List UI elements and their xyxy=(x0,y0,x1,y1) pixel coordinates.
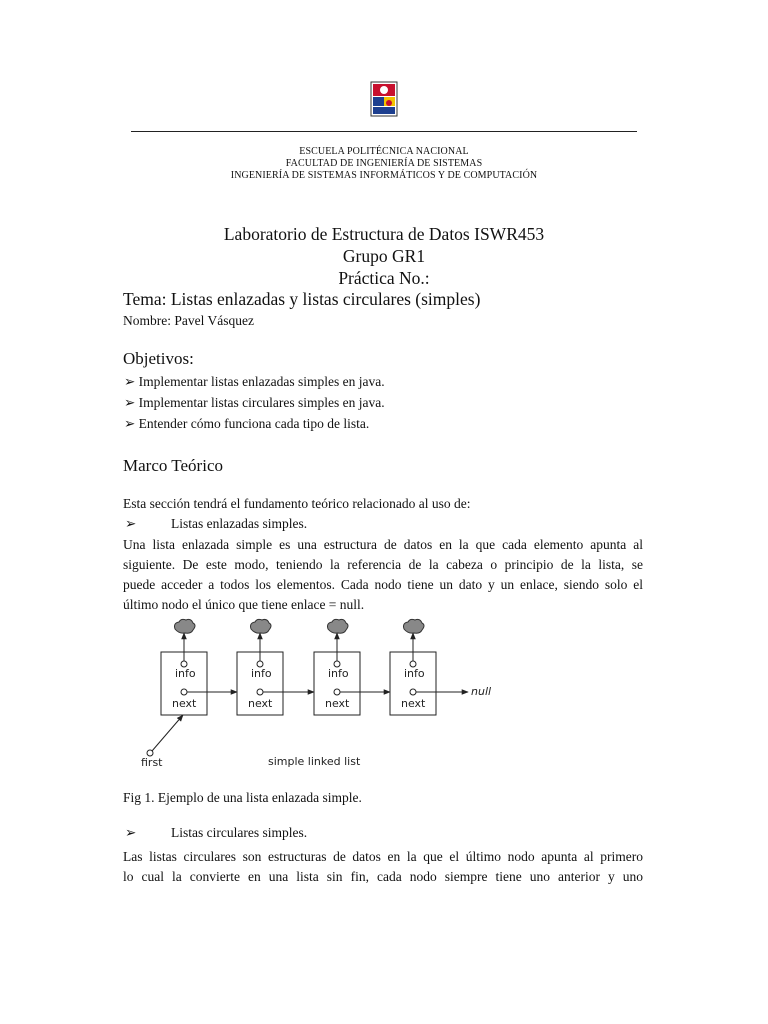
objective-item: ➢ Implementar listas circulares simples en java. xyxy=(124,395,385,410)
node-next-label: next xyxy=(248,697,273,710)
node-info-label: info xyxy=(328,667,349,680)
student-name: Nombre: Pavel Vásquez xyxy=(123,313,254,328)
data-cloud-icon xyxy=(404,619,425,633)
data-cloud-icon xyxy=(328,619,349,633)
circular-list-paragraph xyxy=(123,847,643,887)
first-pointer-arrow xyxy=(152,715,183,751)
node-next-label: next xyxy=(401,697,426,710)
lab-title: Laboratorio de Estructura de Datos ISWR453 xyxy=(223,224,545,244)
paragraph-line: Las listas circulares son estructuras de datos en la que el último nodo apunta al primero xyxy=(123,849,643,864)
group-title: Grupo GR1 xyxy=(342,246,426,266)
bullet-label: Listas circulares simples. xyxy=(171,825,308,840)
node-info-label: info xyxy=(175,667,196,680)
bullet-linked-lists xyxy=(125,516,307,532)
data-cloud-icon xyxy=(175,619,196,633)
bullet-circular-lists xyxy=(125,825,307,841)
paragraph-line: lo cual la convierte en una lista sin fin, cada nodo siempre tiene uno anterior y uno xyxy=(123,869,643,884)
objective-item: ➢ Entender cómo funciona cada tipo de lista. xyxy=(124,416,370,431)
institution-line-1: ESCUELA POLITÉCNICA NACIONAL xyxy=(299,146,469,157)
figure-caption: Fig 1. Ejemplo de una lista enlazada simple. xyxy=(123,790,362,805)
next-pointer-dot xyxy=(181,689,187,695)
bullet-label: Listas enlazadas simples. xyxy=(171,516,308,531)
paragraph-line: puede acceder a todos los elementos. Cada nodo tiene un dato y un enlace, siendo solo el xyxy=(123,577,643,592)
paragraph-line: siguiente. De este modo, teniendo la referencia de la cabeza o principio de la lista, se xyxy=(123,557,643,572)
bullet-arrow-icon: ➢ xyxy=(125,825,137,840)
school-seal-logo xyxy=(370,81,398,117)
theory-heading: Marco Teórico xyxy=(123,456,223,475)
paragraph-line: Una lista enlazada simple es una estructura de datos en la que cada elemento apunta al xyxy=(123,537,643,552)
null-label: null xyxy=(471,685,492,698)
next-pointer-dot xyxy=(334,689,340,695)
linked-list-diagram xyxy=(140,612,520,772)
institution-line-3: INGENIERÍA DE SISTEMAS INFORMÁTICOS Y DE COMPUTACIÓN xyxy=(230,170,538,181)
theory-intro: Esta sección tendrá el fundamento teórico relacionado al uso de: xyxy=(123,496,471,511)
next-pointer-dot xyxy=(257,689,263,695)
node-next-label: next xyxy=(325,697,350,710)
first-label: first xyxy=(141,756,163,769)
data-cloud-icon xyxy=(251,619,272,633)
figure-inner-caption: simple linked list xyxy=(268,755,361,768)
node-info-label: info xyxy=(404,667,425,680)
bullet-arrow-icon: ➢ xyxy=(125,516,137,531)
linked-list-paragraph xyxy=(123,535,643,615)
paragraph-line: último nodo el único que tiene enlace = null. xyxy=(123,597,365,612)
next-pointer-dot xyxy=(410,689,416,695)
practice-title: Práctica No.: xyxy=(338,268,430,288)
node-info-label: info xyxy=(251,667,272,680)
node-next-label: next xyxy=(172,697,197,710)
topic-heading: Tema: Listas enlazadas y listas circulares (simples) xyxy=(123,289,481,309)
institution-line-2: FACULTAD DE INGENIERÍA DE SISTEMAS xyxy=(285,158,483,169)
objective-item: ➢ Implementar listas enlazadas simples en java. xyxy=(124,374,385,389)
objectives-heading: Objetivos: xyxy=(123,349,194,368)
header-divider xyxy=(131,131,637,132)
